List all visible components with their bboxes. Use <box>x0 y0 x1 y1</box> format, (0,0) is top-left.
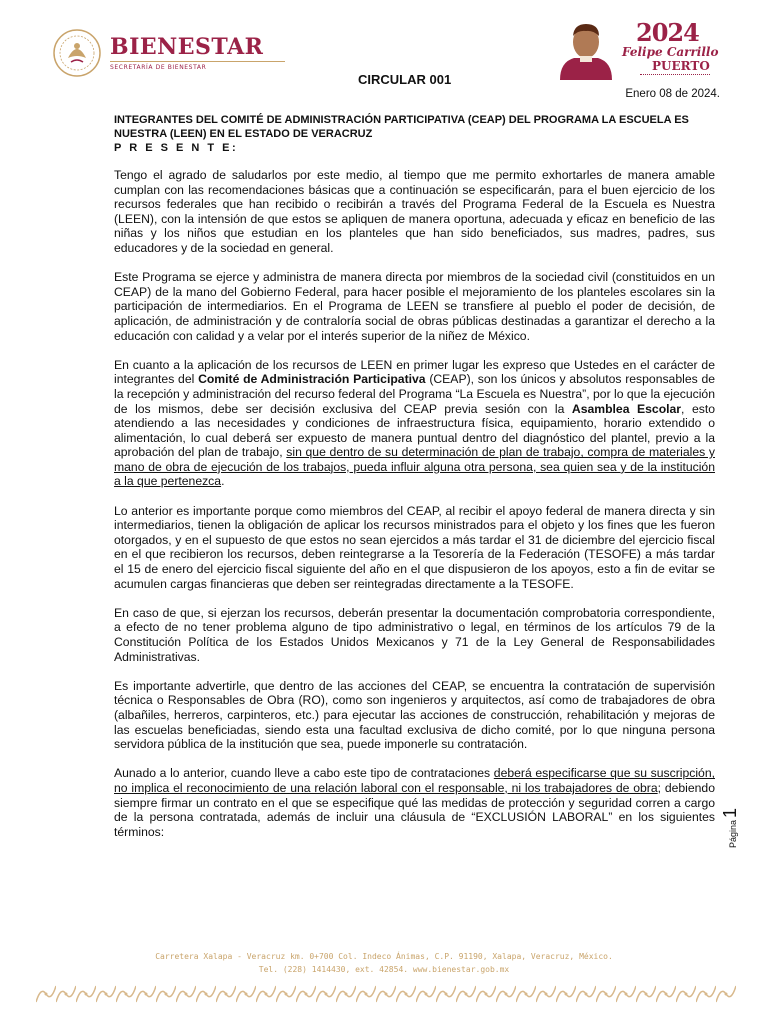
footer <box>0 950 768 976</box>
logo-divider <box>640 74 710 76</box>
p3-underlined-text: sin que dentro de su determinación de plan de trabajo, compra de materiales y mano de obra de ejecución de los trabajos, pueda influir alguna otra persona, sea quien sea y de la institución a la que pertenezca <box>114 445 715 489</box>
person-first-name: Felipe Carrillo <box>622 45 719 59</box>
p3-text-g: . <box>221 474 225 489</box>
p3-text-e: , esto atendiendo a las necesidades y condiciones de infraestructura física, equipamiento, horario extendido o alimentación, lo cual deberá ser expuesto de manera puntual dentro del diagnóstico del plantel, previo a la aprobación del plan de trabajo, <box>114 401 715 460</box>
footer-contact: Tel. (228) 1414430, ext. 42854. www.bienestar.gob.mx <box>258 965 510 974</box>
person-last-name: PUERTO <box>652 59 710 73</box>
paragraph-6: Es importante advertirle, que dentro de las acciones del CEAP, se encuentra la contratación de supervisión técnica o Responsables de Obra (RO), como son ingenieros y arquitectos, así como de trabajadores de obra (albañiles, herreros, carpinteros, etc.) para ejecutar las acciones de construcción, rehabilitación y mejoras de las escuelas beneficiadas, siendo esta una facultad exclusiva de dicho comité, por lo que ninguna persona servidora pública de la institución que sea, puede imponerle su contratación. <box>114 678 715 752</box>
page-number <box>720 808 741 848</box>
document-title: CIRCULAR 001 <box>358 72 452 87</box>
p3-text-a: En cuanto a la aplicación de los recursos de LEEN en primer lugar les expreso que Ustedes en el carácter de integrantes del <box>114 357 715 387</box>
mexico-seal-icon <box>52 28 102 78</box>
felipe-carrillo-puerto-logo <box>556 18 746 80</box>
brand-name: BIENESTAR <box>110 34 264 60</box>
footer-address: Carretera Xalapa - Veracruz km. 0+700 Col. Indeco Ánimas, C.P. 91190, Xalapa, Veracruz, México. <box>155 952 613 961</box>
paragraph-4: Lo anterior es importante porque como miembros del CEAP, al recibir el apoyo federal de manera directa y sin intermediarios, tienen la obligación de aplicar los recursos ministrados para el objeto y los fines que les fueron otorgados, y en el supuesto de que estos no sean ejercidos a más tardar el 31 de diciembre del ejercicio fiscal en el que recibieron los recursos, deben reintegrarse a la Tesorería de la Federación (TESOFE) a más tardar el 15 de enero del ejercicio fiscal siguiente del año en el que dispusieron de los apoyos, esto a fin de evitar se acumulen cargas financieras que deben ser reintegradas directamente a la TESOFE. <box>114 503 715 591</box>
document-date: Enero 08 de 2024. <box>625 88 720 100</box>
bienestar-logo <box>52 28 285 78</box>
p7-underlined-text: deberá especificarse que su suscripción, no implica el reconocimiento de una relación laboral con el responsable, ni los trabajadores de obra <box>114 766 715 795</box>
page-label: Página <box>728 819 738 848</box>
page-number-value: 1 <box>720 807 740 818</box>
p3-committee-name: Comité de Administración Participativa <box>198 372 426 387</box>
decorative-band-icon <box>36 984 736 1004</box>
year-label: 2024 <box>636 18 699 47</box>
portrait-icon <box>556 18 616 80</box>
p7-text-c: ; debiendo siempre firmar un contrato en el que se especifique qué las medidas de protección y seguridad corren a cargo de la persona contratada, además de incluir una cláusula de “EXCLUSIÓN LABORAL” en los siguientes términos: <box>114 780 715 839</box>
body-text <box>114 168 715 854</box>
paragraph-1: Tengo el agrado de saludarlos por este medio, al tiempo que me permito exhortarles de manera amable cumplan con las recomendaciones básicas que a continuación se especificarán, para el buen ejercicio de los recursos federales que han recibido o recibirán a través del Programa Federal de la Escuela es Nuestra (LEEN), con la intensión de que estos se apliquen de manera oportuna, adecuada y eficaz en beneficio de las niñas y los niños que estudian en los planteles que han sido beneficiados, sus madres, padres, sus educadores y de la sociedad en general. <box>114 168 715 255</box>
brand-subtitle: SECRETARÍA DE BIENESTAR <box>110 61 285 71</box>
paragraph-3 <box>114 358 715 489</box>
paragraph-5: En caso de que, si ejerzan los recursos, deberán presentar la documentación comprobatoria correspondiente, a efecto de no tener problema alguno de tipo administrativo o legal, en términos de los artículos 79 de la Constitución Política de los Estados Unidos Mexicanos y 71 de la Ley General de Responsabilidades Administrativas. <box>114 605 715 664</box>
paragraph-7 <box>114 766 715 839</box>
p3-text-c: (CEAP), son los únicos y absolutos responsables de la recepción y administración del recurso federal del Programa “La Escuela es Nuestra”, por lo que la ejecución de los mismos, debe ser decisión exclusiva del CEAP previa sesión con la <box>114 372 715 416</box>
presente-label: P R E S E N T E: <box>114 142 239 154</box>
p7-text-a: Aunado a lo anterior, cuando lleve a cabo este tipo de contrataciones <box>114 766 494 781</box>
addressee-text: INTEGRANTES DEL COMITÉ DE ADMINISTRACIÓN PARTICIPATIVA (CEAP) DEL PROGRAMA LA ESCUELA ES NUESTRA (LEEN) EN EL ESTADO DE VERACRUZ <box>114 114 689 140</box>
paragraph-2: Este Programa se ejerce y administra de manera directa por miembros de la sociedad civil (constituidos en un CEAP) de la mano del Gobierno Federal, para hacer posible el mejoramiento de los planteles escolares sin la participación de intermediarios. En el Programa de LEEN se transfiere al pueblo el poder de decisión, de aplicación, de administración y de contraloría social de obras públicas destinadas a garantizar el derecho a la educación con calidad y a velar por el interés superior de la niñez de México. <box>114 270 715 343</box>
addressee-block <box>114 113 714 155</box>
p3-assembly-name: Asamblea Escolar <box>571 401 682 416</box>
